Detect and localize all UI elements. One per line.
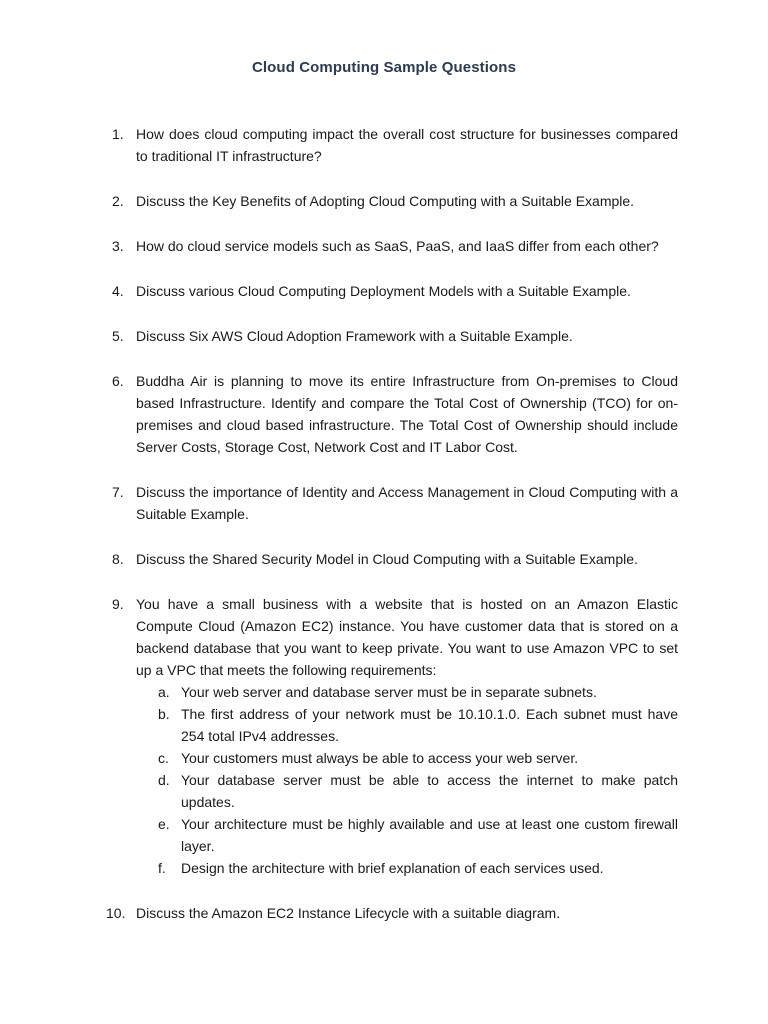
question-number: 7. — [112, 484, 124, 500]
question-number: 8. — [112, 551, 124, 567]
question-8 — [106, 548, 678, 570]
question-number: 5. — [112, 328, 124, 344]
requirement-text: Your architecture must be highly available and use at least one custom firewall layer. — [181, 816, 678, 854]
question-text: Discuss the Key Benefits of Adopting Cloud Computing with a Suitable Example. — [136, 193, 635, 209]
question-number: 6. — [112, 373, 124, 389]
requirement-item — [136, 813, 678, 857]
document-title: Cloud Computing Sample Questions — [251, 59, 517, 76]
question-text: Buddha Air is planning to move its entire Infrastructure from On-premises to Cloud based Infrastructure. Identify and compare the Total Cost of Ownership (TCO) for on-premises and cloud based infrastructure. The Total Cost of Ownership should include Server Costs, Storage Cost, Network Cost and IT Labor Cost. — [136, 373, 678, 455]
question-text: You have a small business with a website that is hosted on an Amazon Elastic Compute Cloud (Amazon EC2) instance. You have customer data that is stored on a backend database that you want to keep private. You want to use Amazon VPC to set up a VPC that meets the following requirements: — [136, 596, 678, 678]
question-10 — [106, 902, 678, 924]
question-text: Discuss the Amazon EC2 Instance Lifecycle with a suitable diagram. — [136, 905, 561, 921]
question-5 — [106, 325, 678, 347]
requirement-item — [136, 703, 678, 747]
question-number: 4. — [112, 283, 124, 299]
requirement-letter: a. — [158, 684, 170, 700]
requirement-text: Design the architecture with brief explanation of each services used. — [181, 860, 604, 876]
requirement-text: Your database server must be able to access the internet to make patch updates. — [181, 772, 678, 810]
requirement-letter: e. — [158, 816, 170, 832]
question-6 — [106, 370, 678, 458]
question-list — [106, 123, 678, 947]
requirement-item — [136, 857, 678, 879]
question-text: Discuss Six AWS Cloud Adoption Framework with a Suitable Example. — [136, 328, 573, 344]
requirement-letter: f. — [158, 860, 166, 876]
question-text: Discuss the Shared Security Model in Cloud Computing with a Suitable Example. — [136, 551, 638, 567]
question-text: Discuss the importance of Identity and Access Management in Cloud Computing with a Suitable Example. — [136, 484, 678, 522]
question-number: 2. — [112, 193, 124, 209]
question-number: 9. — [112, 596, 124, 612]
question-number: 3. — [112, 238, 124, 254]
question-number: 10. — [106, 905, 126, 921]
requirement-item — [136, 747, 678, 769]
question-text: How does cloud computing impact the overall cost structure for businesses compared to traditional IT infrastructure? — [136, 126, 678, 164]
question-text: Discuss various Cloud Computing Deployment Models with a Suitable Example. — [136, 283, 631, 299]
requirement-letter: c. — [158, 750, 169, 766]
requirement-letter: b. — [158, 706, 170, 722]
requirement-item — [136, 769, 678, 813]
question-number: 1. — [112, 126, 124, 142]
question-2 — [106, 190, 678, 212]
question-7 — [106, 481, 678, 525]
requirement-text: The first address of your network must be 10.10.1.0. Each subnet must have 254 total IPv4 addresses. — [181, 706, 678, 744]
requirement-letter: d. — [158, 772, 170, 788]
question-4 — [106, 280, 678, 302]
requirement-item — [136, 681, 678, 703]
requirement-text: Your customers must always be able to access your web server. — [181, 750, 579, 766]
requirement-text: Your web server and database server must be in separate subnets. — [181, 684, 597, 700]
requirements-list — [136, 681, 678, 879]
question-1 — [106, 123, 678, 167]
question-9 — [106, 593, 678, 879]
question-3 — [106, 235, 678, 257]
question-text: How do cloud service models such as SaaS, PaaS, and IaaS differ from each other? — [136, 238, 659, 254]
